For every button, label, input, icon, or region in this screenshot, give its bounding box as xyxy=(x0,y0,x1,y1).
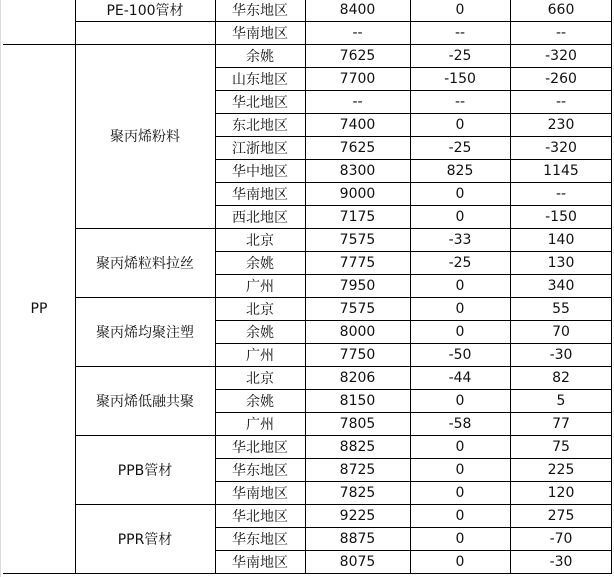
change-cell: 75 xyxy=(552,438,570,455)
region-cell: 华东地区 xyxy=(232,2,288,19)
change-cell: -30 xyxy=(549,346,573,363)
column-border xyxy=(510,0,511,574)
change-cell: -- xyxy=(454,93,466,110)
change-cell: 0 xyxy=(455,116,465,133)
change-cell: 82 xyxy=(552,369,570,386)
change-cell: 77 xyxy=(552,415,570,432)
change-cell: 0 xyxy=(455,553,465,570)
change-cell: 5 xyxy=(556,392,566,409)
table-bottom-border xyxy=(3,573,612,574)
product-cell: PPR管材 xyxy=(117,531,173,548)
column-border xyxy=(75,0,76,574)
region-cell: 余姚 xyxy=(246,255,274,272)
change-cell: 0 xyxy=(455,277,465,294)
price-cell: 7175 xyxy=(339,208,376,225)
region-cell: 北京 xyxy=(246,232,274,249)
price-cell: 8150 xyxy=(339,392,376,409)
product-cell: PPB管材 xyxy=(117,462,173,479)
change-cell: 225 xyxy=(547,461,575,478)
change-cell: -25 xyxy=(448,47,472,64)
change-cell: 0 xyxy=(455,323,465,340)
change-cell: -- xyxy=(454,24,466,41)
region-cell: 北京 xyxy=(246,370,274,387)
product-divider xyxy=(75,21,215,22)
change-cell: 275 xyxy=(547,507,575,524)
change-cell: -44 xyxy=(448,369,472,386)
price-cell: 8075 xyxy=(339,553,376,570)
column-border xyxy=(611,0,612,574)
price-cell: 7825 xyxy=(339,484,376,501)
change-cell: 1145 xyxy=(543,162,579,179)
region-cell: 北京 xyxy=(246,301,274,318)
region-cell: 山东地区 xyxy=(232,71,288,88)
price-cell: 7700 xyxy=(339,70,376,87)
region-cell: 华北地区 xyxy=(232,94,288,111)
change-cell: 0 xyxy=(455,1,465,18)
change-cell: 70 xyxy=(552,323,570,340)
sheet-gridline xyxy=(0,0,1,577)
region-cell: 西北地区 xyxy=(232,209,288,226)
price-cell: 8875 xyxy=(339,530,376,547)
price-cell: 9000 xyxy=(339,185,376,202)
region-cell: 华北地区 xyxy=(232,439,288,456)
change-cell: 0 xyxy=(455,461,465,478)
product-cell: 聚丙烯粉料 xyxy=(110,129,180,145)
change-cell: -33 xyxy=(448,231,472,248)
product-cell: 聚丙烯低融共聚 xyxy=(96,393,194,410)
region-cell: 广州 xyxy=(246,278,274,295)
region-cell: 华南地区 xyxy=(232,554,288,571)
change-cell: 0 xyxy=(455,185,465,202)
change-cell: 120 xyxy=(547,484,575,501)
change-cell: 55 xyxy=(552,300,570,317)
change-cell: 660 xyxy=(547,1,575,18)
change-cell: -260 xyxy=(545,70,577,87)
change-cell: 0 xyxy=(455,507,465,524)
change-cell: -30 xyxy=(549,553,573,570)
region-cell: 华东地区 xyxy=(232,531,288,548)
price-cell: 7950 xyxy=(339,277,376,294)
price-cell: 7750 xyxy=(339,346,376,363)
price-cell: 7625 xyxy=(339,139,376,156)
price-cell: 7575 xyxy=(339,231,376,248)
region-cell: 余姚 xyxy=(246,393,274,410)
column-border xyxy=(305,0,306,574)
change-cell: 0 xyxy=(455,208,465,225)
column-border xyxy=(410,0,411,574)
price-cell: -- xyxy=(352,93,363,110)
region-cell: 华北地区 xyxy=(232,508,288,525)
change-cell: -50 xyxy=(448,346,472,363)
price-cell: 8206 xyxy=(339,369,376,386)
price-cell: 7625 xyxy=(339,47,376,64)
price-cell: 7775 xyxy=(339,254,376,271)
price-cell: -- xyxy=(352,24,363,41)
region-cell: 余姚 xyxy=(246,324,274,341)
price-cell: 7400 xyxy=(339,116,376,133)
price-cell: 8300 xyxy=(339,162,376,179)
region-cell: 华中地区 xyxy=(232,163,288,180)
change-cell: 825 xyxy=(446,162,474,179)
change-cell: -320 xyxy=(545,47,577,64)
price-cell: 7575 xyxy=(339,300,376,317)
region-cell: 华东地区 xyxy=(232,462,288,479)
change-cell: -- xyxy=(555,185,567,202)
change-cell: -150 xyxy=(444,70,476,87)
region-cell: 华南地区 xyxy=(232,186,288,203)
change-cell: -25 xyxy=(448,139,472,156)
product-cell: 聚丙烯粒料拉丝 xyxy=(96,255,194,272)
region-cell: 江浙地区 xyxy=(232,140,288,157)
region-cell: 华南地区 xyxy=(232,485,288,502)
product-cell: PE-100管材 xyxy=(106,2,184,19)
region-cell: 东北地区 xyxy=(232,117,288,134)
change-cell: 0 xyxy=(455,438,465,455)
change-cell: -- xyxy=(555,93,567,110)
change-cell: 340 xyxy=(547,277,575,294)
category-cell: PP xyxy=(30,300,48,317)
change-cell: 0 xyxy=(455,392,465,409)
change-cell: -25 xyxy=(448,254,472,271)
change-cell: 0 xyxy=(455,484,465,501)
change-cell: 230 xyxy=(547,116,575,133)
change-cell: 140 xyxy=(547,231,575,248)
change-cell: -58 xyxy=(448,415,472,432)
change-cell: 0 xyxy=(455,530,465,547)
region-cell: 广州 xyxy=(246,347,274,364)
change-cell: 130 xyxy=(547,254,575,271)
region-cell: 广州 xyxy=(246,416,274,433)
change-cell: 0 xyxy=(455,300,465,317)
price-cell: 7805 xyxy=(339,415,376,432)
price-cell: 9225 xyxy=(339,507,376,524)
price-cell: 8725 xyxy=(339,461,376,478)
column-border xyxy=(215,0,216,574)
change-cell: -- xyxy=(555,24,567,41)
region-cell: 余姚 xyxy=(246,48,274,65)
change-cell: -320 xyxy=(545,139,577,156)
product-cell: 聚丙烯均聚注塑 xyxy=(96,324,194,341)
price-cell: 8000 xyxy=(339,323,376,340)
change-cell: -70 xyxy=(549,530,573,547)
region-cell: 华南地区 xyxy=(232,25,288,42)
change-cell: -150 xyxy=(545,208,577,225)
price-cell: 8825 xyxy=(339,438,376,455)
price-cell: 8400 xyxy=(339,1,376,18)
